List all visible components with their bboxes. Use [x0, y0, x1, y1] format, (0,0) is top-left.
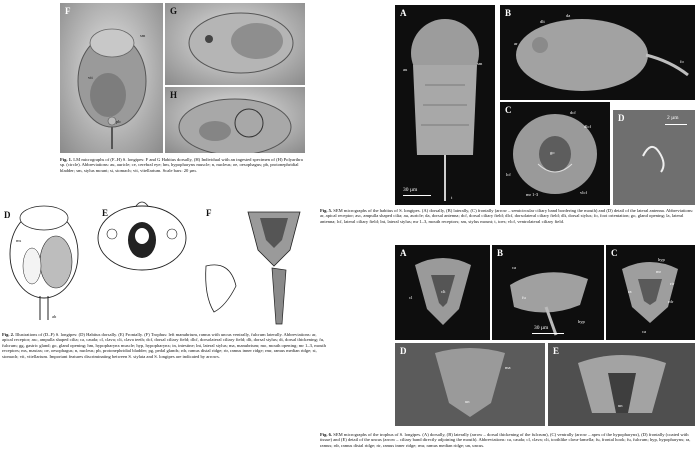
fig6-scale-bar	[532, 333, 564, 334]
fig2-d-drawing	[10, 206, 78, 320]
fig6-label-un-e: un	[618, 403, 623, 408]
fig1-panel-f	[60, 3, 163, 153]
fig6-letter-a: A	[400, 248, 407, 258]
fig6-panel-e	[548, 343, 695, 426]
fig5-panel-b	[500, 5, 695, 100]
fig5-label-ar: ar	[514, 41, 518, 46]
fig2-caption	[2, 332, 328, 359]
fig5-label-dlt: dlt	[540, 19, 545, 24]
fig1-letter-h: H	[170, 90, 178, 100]
fig5-caption-number: Fig. 5.	[320, 208, 333, 213]
fig5-inset-scale-label: 2 µm	[667, 115, 679, 121]
fig2-letter-d: D	[4, 210, 11, 220]
fig1-label-sm: sm	[140, 33, 146, 38]
fig6-label-hyp-c: hyp	[658, 257, 665, 262]
fig6-e-specimen	[548, 343, 695, 426]
fig6-d-specimen	[395, 343, 545, 426]
fig6-label-ca-c: ca	[642, 329, 646, 334]
fig1-h-specimen	[165, 87, 305, 153]
fig5-label-fo: fo	[680, 59, 684, 64]
fig1-g-specimen	[165, 3, 305, 85]
fig6-label-fu: fu	[522, 295, 526, 300]
fig6-letter-b: B	[497, 248, 504, 258]
fig1-panel-h	[165, 87, 305, 153]
fig6-label-clt: clt	[441, 289, 446, 294]
fig6-scale-label: 30 µm	[534, 325, 549, 331]
fig2-e-drawing	[98, 202, 186, 270]
fig5-panel-d	[613, 110, 695, 205]
fig6-label-rdr: rdr	[668, 299, 674, 304]
fig2-letter-e: E	[102, 208, 109, 218]
fig5-label-mr: mr 1-3	[526, 192, 539, 197]
fig5-b-specimen	[500, 5, 695, 100]
fig2-letter-f: F	[206, 208, 212, 218]
fig5-caption	[320, 208, 698, 224]
fig5-label-go: go	[550, 150, 555, 155]
fig5-scale-label: 30 µm	[403, 187, 418, 193]
fig5-label-t: t	[451, 195, 453, 200]
fig1-caption	[60, 157, 305, 173]
fig6-caption	[320, 432, 698, 448]
fig6-label-hyp: hyp	[578, 319, 585, 324]
fig6-caption-number: Fig. 6.	[320, 432, 333, 437]
fig5-letter-a: A	[400, 8, 407, 18]
fig5-letter-b: B	[505, 8, 512, 18]
fig1-f-specimen	[60, 3, 163, 153]
fig6-label-ca: ca	[512, 265, 516, 270]
fig5-label-vlcf: vlcf	[580, 190, 587, 195]
fig1-letter-f: F	[65, 6, 71, 16]
fig1-label-vit: vit	[88, 75, 93, 80]
fig6-label-ra: ra	[628, 289, 632, 294]
fig5-a-specimen	[395, 5, 495, 205]
fig5-label-sm: sm	[477, 61, 483, 66]
fig5-label-au: au	[403, 67, 408, 72]
fig6-letter-e: E	[553, 346, 560, 356]
fig5-label-da: da	[566, 13, 571, 18]
fig5-panel-a	[395, 5, 495, 205]
fig6-panel-a	[395, 245, 490, 340]
fig6-c-specimen	[606, 245, 695, 340]
fig6-panel-b	[492, 245, 604, 340]
fig5-letter-d: D	[618, 113, 625, 123]
fig5-scale-bar	[403, 195, 431, 196]
fig2-label-ms: ms	[16, 238, 22, 243]
fig1-letter-g: G	[170, 6, 178, 16]
fig1-panel-g	[165, 3, 305, 85]
fig2-illustrations	[0, 196, 333, 328]
fig6-panel-c	[606, 245, 695, 340]
fig5-label-dcf: dcf	[570, 110, 576, 115]
fig1-caption-number: Fig. 1.	[60, 157, 73, 162]
fig1-caption-text: LM micrographs of (F–H) S. longipes: F and G Habitus dorsally, (H) Individual with an ingested specimen of (H) Polyarthra sp. (circle). Abbreviations: au, auricle; ce, cerebral eye; hm, hypopharynx muscle; n, nucleus; oe, oesophagus; pb, protonephridial bladder; sm, stylus mount; st, stomach; vit, vitellarium. Scale bars: 20 µm.	[60, 157, 303, 173]
fig6-panel-d	[395, 343, 545, 426]
fig2-f-drawing	[206, 212, 300, 324]
fig6-caption-text: SEM micrographs of the trophus of S. longipes. (A) dorsally, (B) laterally (arrow – dorsal thickening of the fulcrum), (C) ventrally (arrow – apex of the hypopharynx), (D) frontally (coated with tissue) and (E) detail of the uncus (arrow – ciliary band directly adjoining the mouth). Abbreviations: ca, cauda; cl, clava; clt, toothlike clava-lamella; fu, frontal hook; fu, fulcrum; hyp, hypopharynx; ra, ramus; rdr, ramus distal ridge; rir, ramus inner ridge; rmr, ramus median ridge; un, uncus.	[320, 432, 691, 448]
fig6-letter-c: C	[611, 248, 618, 258]
fig5-inset-scale-bar	[665, 124, 687, 125]
fig6-label-ma: ma	[505, 365, 511, 370]
fig2-label-ab: ab	[52, 314, 57, 319]
fig5-caption-text: SEM micrographs of the habitus of S. longipes. (A) dorsally, (B) laterally, (C) frontally (arrow – semicircular ciliary band bordering the mouth) and (D) detail of the lateral antenna. Abbreviations: ar, apical receptor; asc, ampulla shaped cilia; au, auricle; da, dorsal antenna; dcf, dorsal ciliary field; dlcf, dorsolateral ciliary field; dlt, dorsal stylus; fo, foot orientation; go, gland opening; la, lateral antenna; lcf, lateral ciliary field; lnt, lateral stylus; mr 1–3, mouth receptors; sm, stylus mount; t, toes; vlcf, ventrolateral ciliary field.	[320, 208, 694, 224]
fig6-label-rir: rir	[670, 281, 675, 286]
fig6-letter-d: D	[400, 346, 407, 356]
fig2-caption-number: Fig. 2.	[2, 332, 15, 337]
fig5-label-lcf: lcf	[506, 172, 511, 177]
fig1-label-pb: pb	[116, 119, 121, 124]
fig6-label-cl: cl	[409, 295, 413, 300]
fig5-label-dlcf: dlcf	[584, 124, 591, 129]
fig5-panel-c	[500, 102, 610, 205]
fig6-label-mr: mr	[656, 269, 661, 274]
fig5-letter-c: C	[505, 105, 512, 115]
fig2-caption-text: Illustrations of (D–F) S. longipes: (D) Habitus dorsally. (E) Frontally. (F) Trophus: left manubrium, ramus with uncus ventrally, fulcrum laterally. Abbreviations: ar, apical receptor; asc, ampulla shaped cilia; ca, cauda; cl, clava; clt, clava teeth; dcf, dorsal ciliary field; dlcf, dorsolateral ciliary field; dlt, dorsal stylus; dt, dorsal thickening; fu, fulcrum; gg, gastric gland; go, gland opening; hm, hypopharynx muscle; hyp, hypopharynx; in, intestine; lnt, lateral stylus; ma, manubrium; mo, mouth opening; mr 1–3, mouth receptors; ms, mastax; oe, oesophagus; n, nucleus; pb, protonephridial bladder; pg, pedal glands; rdr, ramus distal ridge; rir, ramus inner ridge; rmr, ramus median ridge; st, stomach; vit, vitellarium. Important features discriminating between S. stylata and S. longipes are indicated by arrows.	[2, 332, 326, 359]
fig2-drawings	[0, 196, 333, 328]
fig5-c-specimen	[500, 102, 610, 205]
fig6-label-un-d: un	[465, 399, 470, 404]
